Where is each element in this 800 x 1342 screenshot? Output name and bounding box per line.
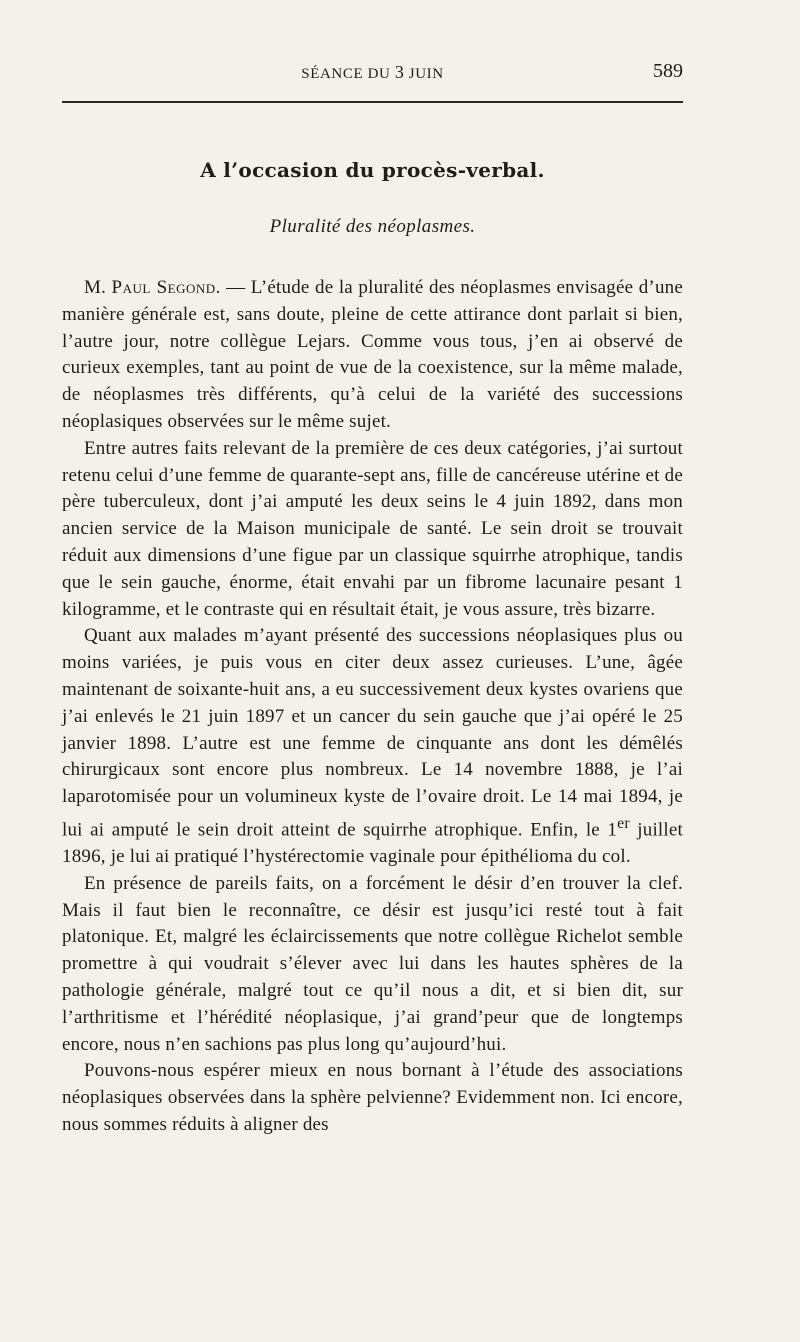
running-title-suffix: JUIN bbox=[408, 66, 444, 82]
article-title: A l’occasion du procès-verbal. bbox=[200, 158, 545, 182]
paragraph-3-text-b: juillet 1896, je lui ai pratiqué l’hystérectomie vaginale pour épithélioma du col. bbox=[62, 819, 683, 868]
ordinal-superscript: er bbox=[617, 814, 630, 832]
article-body bbox=[62, 275, 683, 1139]
running-title-prefix: SÉANCE DU bbox=[301, 66, 391, 82]
paragraph-4: En présence de pareils faits, on a forcément le désir d’en trouver la clef. Mais il faut bien le reconnaître, ce désir est jusqu’ici resté tout à fait platonique. Et, malgré les éclaircissements que notre collègue Richelot semble promettre à qui voudrait s’élever avec lui dans les hautes sphères de la pathologie générale, malgré tout ce qu’il nous a dit, et si bien dit, sur l’arthritisme et l’hérédité néoplasique, j’ai grand’peur que de longtemps encore, nous n’en sachions pas plus long qu’aujourd’hui. bbox=[62, 872, 683, 1055]
header-rule bbox=[62, 101, 683, 103]
author-name: Paul Segond bbox=[111, 277, 216, 298]
author-prefix: M. bbox=[84, 277, 107, 298]
running-title bbox=[62, 62, 683, 83]
running-title-day: 3 bbox=[394, 62, 405, 82]
article-subtitle: Pluralité des néoplasmes. bbox=[269, 216, 476, 237]
paragraph-5: Pouvons-nous espérer mieux en nous bornant à l’étude des associations néoplasiques observées dans la sphère pelvienne? Evidemment non. Ici encore, nous sommes réduits à aligner des bbox=[62, 1060, 683, 1136]
paragraph-1: M. Paul Segond. — L’étude de la pluralité des néoplasmes envisagée d’une manière générale est, sans doute, pleine de cette attirance dont parlait si bien, l’autre jour, notre collègue Lejars. Comme vous tous, j’en ai observé de curieux exemples, tant au point de vue de la coexistence, sur la même malade, de néoplasmes très différents, qu’à celui de la variété des successions néoplasiques observées sur le même sujet. bbox=[62, 277, 683, 432]
paragraph-3 bbox=[62, 623, 683, 871]
paragraph-3-text-a: Quant aux malades m’ayant présenté des successions néoplasiques plus ou moins variées, je puis vous en citer deux assez curieuses. L’une, âgée maintenant de soixante-huit ans, a eu successivement deux kystes ovariens que j’ai enlevés le 21 juin 1897 et un cancer du sein gauche que j’ai opéré le 25 janvier 1898. L’autre est une femme de cinquante ans dont les démêlés chirurgicaux sont encore plus nombreux. Le 14 novembre 1888, je l’ai laparotomisée pour un volumineux kyste de l’ovaire droit. Le 14 mai 1894, je lui ai amputé le sein droit atteint de squirrhe atrophique. Enfin, le 1 bbox=[62, 625, 683, 841]
paragraph-1-text: — L’étude de la pluralité des néoplasmes envisagée d’une manière générale est, sans doute, pleine de cette attirance dont parlait si bien, l’autre jour, notre collègue Lejars. Comme vous tous, j’en ai observé de curieux exemples, tant au point de vue de la coexistence, sur la même malade, de néoplasmes très différents, qu’à celui de la variété des successions néoplasiques observées sur le même sujet. bbox=[62, 277, 683, 432]
running-head bbox=[62, 60, 683, 84]
page-number: 589 bbox=[653, 60, 683, 82]
paragraph-2: Entre autres faits relevant de la première de ces deux catégories, j’ai surtout retenu celui d’une femme de quarante-sept ans, fille de cancéreuse utérine et de père tuberculeux, dont j’ai amputé les deux seins le 4 juin 1892, dans mon ancien service de la Maison municipale de santé. Le sein droit se trouvait réduit aux dimensions d’une figue par un classique squirrhe atrophique, tandis que le sein gauche, énorme, était envahi par un fibrome lacunaire pesant 1 kilogramme, et le contraste qui en résultait était, je vous assure, très bizarre. bbox=[62, 437, 683, 620]
